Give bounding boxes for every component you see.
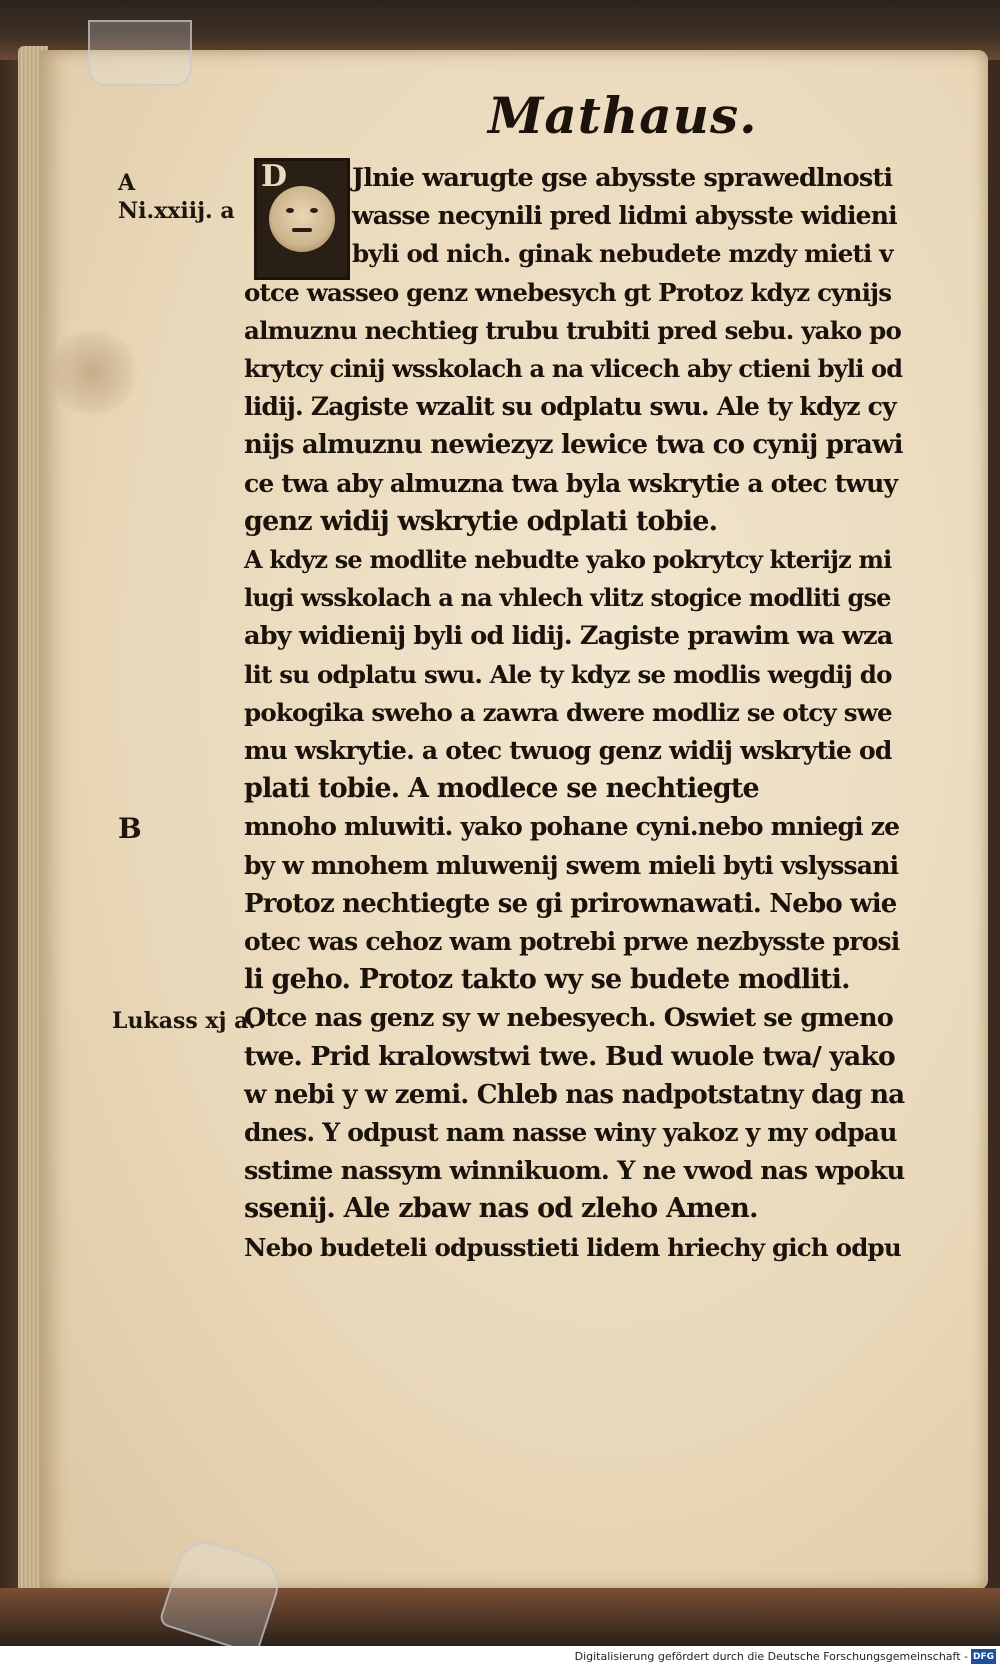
text-line: genz widij wskrytie odplati tobie. [244,505,718,537]
footer-credit: Digitalisierung gefördert durch die Deutsche Forschungsgemeinschaft - [574,1650,968,1663]
text-line: mu wskrytie. a otec twuog genz widij wskrytie od [244,736,892,765]
text-line: lit su odplatu swu. Ale ty kdyz se modlis wegdij do [244,659,892,689]
text-line: sstime nassym winnikuom. Y ne vwod nas wpoku [244,1156,905,1187]
text-line: w nebi y w zemi. Chleb nas nadpotstatny dag na [244,1079,905,1110]
text-line: wasse necynili pred lidmi abysste widieni [352,201,897,231]
running-head: Mathaus. [488,86,758,145]
page-clip-top [88,20,192,86]
margin-letter-a: A [118,170,136,196]
text-line: Otce nas genz sy w nebesyech. Oswiet se gmeno [244,1003,893,1034]
text-line: byli od nich. ginak nebudete mzdy mieti v [352,239,893,269]
margin-note-lukas: Lukass xj a. [112,1008,257,1034]
decorated-initial [254,158,350,280]
text-line: aby widienij byli od lidij. Zagiste prawim wa wza [244,621,893,652]
page-stain [48,330,138,415]
text-line: by w mnohem mluwenij swem mieli byti vslyssani [244,850,899,880]
margin-letter-b: B [118,812,142,845]
text-line: Nebo budeteli odpusstieti lidem hriechy gich odpu [244,1232,901,1262]
dfg-logo: DFG [971,1649,996,1664]
text-line: pokogika sweho a zawra dwere modliz se otcy swe [244,697,892,727]
text-line: lugi wsskolach a na vhlech vlitz stogice modliti gse [244,583,891,613]
text-line: otce wasseo genz wnebesych gt Protoz kdyz cynijs [244,277,892,307]
initial-letter: D [261,159,288,194]
text-line: dnes. Y odpust nam nasse winy yakoz y my odpau [244,1118,897,1147]
text-line: otec was cehoz wam potrebi prwe nezbysste prosi [244,927,900,956]
text-line: ce twa aby almuzna twa byla wskrytie a otec twuy [244,468,898,498]
text-line: plati tobie. A modlece se nechtiegte [244,773,759,805]
text-line: li geho. Protoz takto wy se budete modliti. [244,964,850,996]
margin-note-reference: Ni.xxiij. a [118,198,235,224]
text-line: lidij. Zagiste wzalit su odplatu swu. Ale ty kdyz cy [244,392,896,422]
text-line: nijs almuznu newiezyz lewice twa co cynij prawi [244,430,903,461]
text-line: Jlnie warugte gse abysste sprawedlnosti [352,163,893,193]
text-line: krytcy cinij wsskolach a na vlicech aby ctieni byli od [244,354,903,383]
text-line: Protoz nechtiegte se gi prirownawati. Nebo wie [244,888,897,919]
book-cover-bottom [0,1588,1000,1646]
text-line: A kdyz se modlite nebudte yako pokrytcy kterijz mi [244,545,892,574]
text-line: mnoho mluwiti. yako pohane cyni.nebo mniegi ze [244,812,900,842]
text-line: ssenij. Ale zbaw nas od zleho Amen. [244,1193,758,1225]
text-line: twe. Prid kralowstwi twe. Bud wuole twa/ yako [244,1040,895,1072]
face-ornament-icon [269,186,335,252]
text-line: almuznu nechtieg trubu trubiti pred sebu. yako po [244,315,902,345]
